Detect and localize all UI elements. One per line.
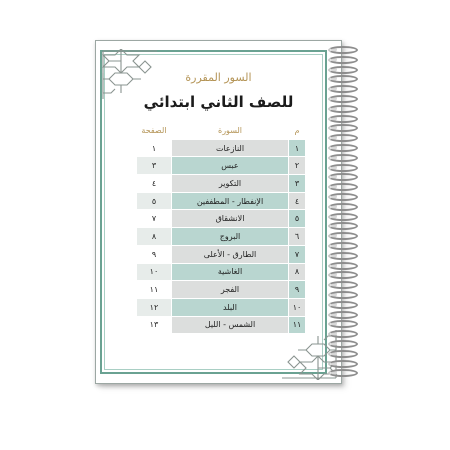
binding-ring — [328, 144, 358, 152]
row-surah: الفجر — [171, 281, 288, 299]
row-number: ٧ — [289, 245, 306, 263]
row-number: ٨ — [289, 263, 306, 281]
binding-ring — [328, 46, 358, 54]
row-page: ١ — [137, 139, 172, 157]
row-number: ٢ — [289, 157, 306, 175]
binding-ring — [328, 350, 358, 358]
binding-ring — [328, 301, 358, 309]
table-row — [137, 245, 306, 263]
binding-ring — [328, 95, 358, 103]
binding-ring — [328, 330, 358, 338]
table-header-row — [137, 122, 306, 140]
binding-ring — [328, 75, 358, 83]
table-row — [137, 139, 306, 157]
surah-table — [136, 121, 306, 334]
row-page: ٨ — [137, 228, 172, 246]
binding-ring — [328, 85, 358, 93]
row-page: ١٢ — [137, 298, 172, 316]
binding-ring — [328, 291, 358, 299]
table-row — [137, 192, 306, 210]
header-surah: السورة — [171, 122, 288, 140]
table-row — [137, 263, 306, 281]
row-page: ١٠ — [137, 263, 172, 281]
binding-ring — [328, 193, 358, 201]
table-row — [137, 210, 306, 228]
binding-ring — [328, 183, 358, 191]
row-number: ١٠ — [289, 298, 306, 316]
binding-ring — [328, 320, 358, 328]
binding-ring — [328, 271, 358, 279]
row-surah: البروج — [171, 228, 288, 246]
binding-ring — [328, 242, 358, 250]
row-page: ١٣ — [137, 316, 172, 334]
table-row — [137, 281, 306, 299]
row-surah: النازعات — [171, 139, 288, 157]
binding-ring — [328, 164, 358, 172]
binding-ring — [328, 281, 358, 289]
row-number: ١١ — [289, 316, 306, 334]
row-page: ٩ — [137, 245, 172, 263]
row-page: ٥ — [137, 192, 172, 210]
header-page: الصفحة — [137, 122, 172, 140]
row-surah: عبس — [171, 157, 288, 175]
notebook-page — [95, 40, 342, 384]
binding-ring — [328, 134, 358, 142]
row-page: ١١ — [137, 281, 172, 299]
table-row — [137, 157, 306, 175]
row-number: ٤ — [289, 192, 306, 210]
row-surah: التكوير — [171, 175, 288, 193]
table-row — [137, 298, 306, 316]
binding-ring — [328, 213, 358, 221]
row-number: ٣ — [289, 175, 306, 193]
row-surah: الشمس - الليل — [171, 316, 288, 334]
row-number: ٩ — [289, 281, 306, 299]
binding-ring — [328, 222, 358, 230]
table-row — [137, 316, 306, 334]
row-number: ٥ — [289, 210, 306, 228]
binding-ring — [328, 105, 358, 113]
document-subtitle: السور المقررة — [185, 71, 252, 84]
binding-ring — [328, 66, 358, 74]
header-number: م — [289, 122, 306, 140]
row-page: ٣ — [137, 157, 172, 175]
binding-ring — [328, 173, 358, 181]
binding-ring — [328, 311, 358, 319]
row-surah: الطارق - الأعلى — [171, 245, 288, 263]
row-page: ٤ — [137, 175, 172, 193]
row-number: ٦ — [289, 228, 306, 246]
row-surah: الانشقاق — [171, 210, 288, 228]
binding-ring — [328, 115, 358, 123]
binding-ring — [328, 154, 358, 162]
binding-ring — [328, 360, 358, 368]
row-number: ١ — [289, 139, 306, 157]
row-surah: الغاشية — [171, 263, 288, 281]
binding-ring — [328, 252, 358, 260]
document-title: للصف الثاني ابتدائي — [143, 93, 294, 111]
binding-ring — [328, 203, 358, 211]
binding-ring — [328, 232, 358, 240]
binding-ring — [328, 124, 358, 132]
binding-ring — [328, 340, 358, 348]
binding-ring — [328, 262, 358, 270]
row-surah: البلد — [171, 298, 288, 316]
binding-ring — [328, 369, 358, 377]
row-surah: الإنفطار - المطففين — [171, 192, 288, 210]
table-row — [137, 228, 306, 246]
table-row — [137, 175, 306, 193]
binding-ring — [328, 56, 358, 64]
spiral-binding-icon — [320, 40, 360, 385]
row-page: ٧ — [137, 210, 172, 228]
